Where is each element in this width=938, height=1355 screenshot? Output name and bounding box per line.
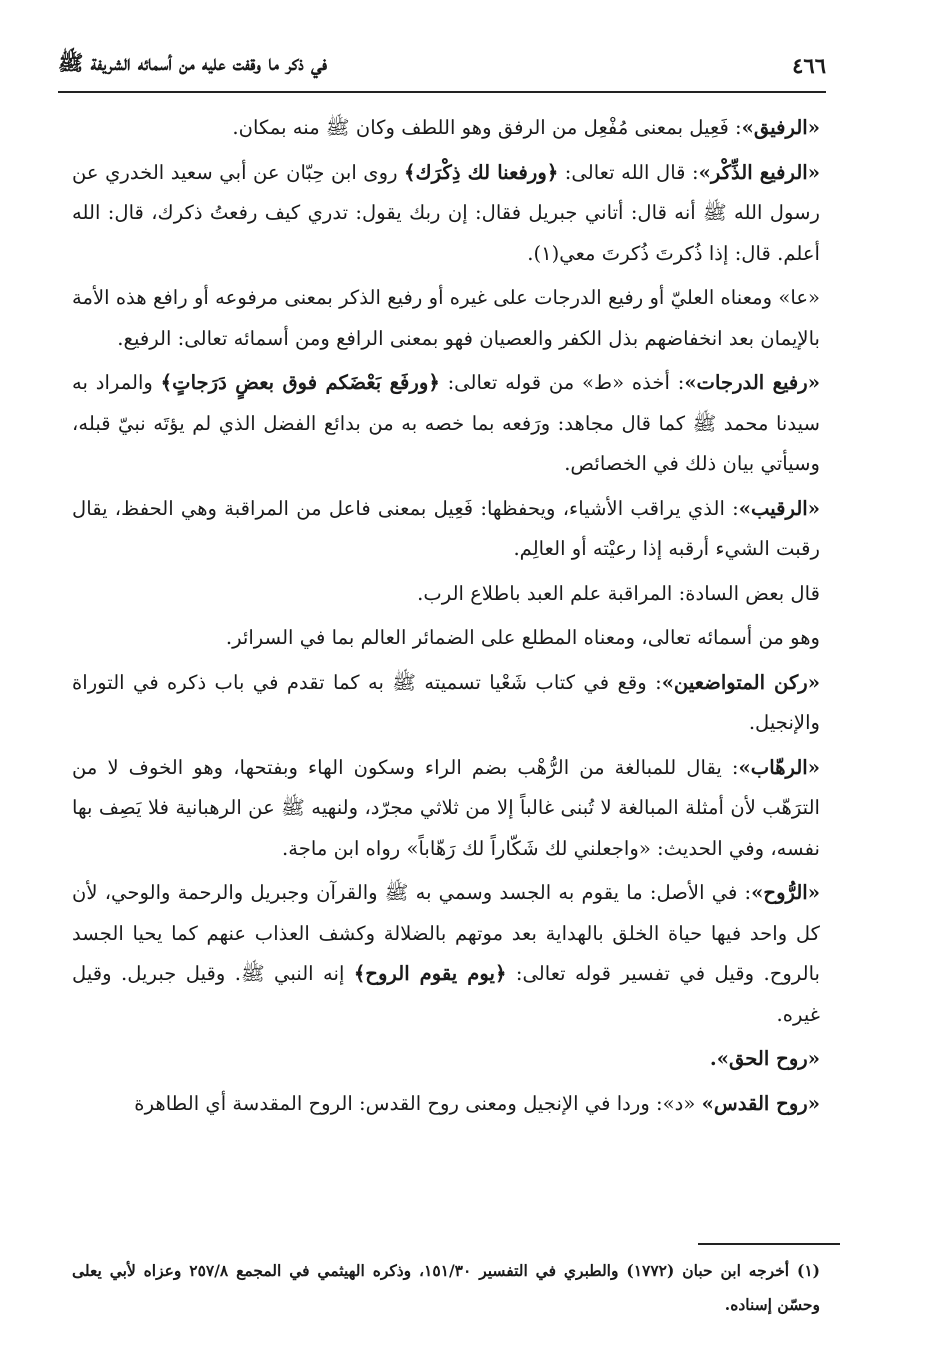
entry-text: : فَعِيل بمعنى مُفْعِل من الرفق وهو اللطف وكان ﷺ منه بمكان. [232, 116, 742, 139]
main-text [72, 108, 820, 1128]
page-header [58, 42, 826, 88]
entry-term: «الرهّاب» [738, 755, 820, 779]
paragraph [72, 1084, 820, 1125]
entry-term: «روح الحق». [709, 1047, 820, 1070]
paragraph [72, 108, 820, 149]
entry-text: روى ابن حِبّان عن أبي سعيد الخدري عن رسول الله ﷺ أنه قال: أتاني جبريل فقال: إن ربك يقول: تدري كيف رفعتُ ذكرك، قال: الله أعلم. قال: إذا ذُكرتَ ذُكرتَ معي(١). [72, 160, 820, 265]
entry-text: : يقال للمبالغة من الرُّهْب بضم الراء وسكون الهاء وبفتحها، وهو الخوف لا من الترَهّب لأن أمثلة المبالغة لا تُبنى غالباً إلا من ثلاثي مجرّد، ولنهيه ﷺ عن الرهبانية فلا يَصِف بها نفسه، وفي الحديث: «واجعلني لك شَكّاراً لك رَهّاباً» رواه ابن ماجة. [72, 755, 820, 860]
entry-text: وهو من أسمائه تعالى، ومعناه المطلع على الضمائر العالم بما في السرائر. [225, 626, 820, 649]
running-title: في ذكر ما وقفت عليه من أسمائه الشريفة ﷺ [58, 49, 328, 75]
entry-term: «رفيع الدرجات» [684, 371, 821, 394]
entry-text: : أخذه «ط» من قوله تعالى: [439, 371, 685, 394]
paragraph [72, 1039, 820, 1080]
paragraph [72, 873, 820, 1035]
entry-term: «الرقيب» [738, 496, 820, 520]
quran-quote: ﴿ورفعنا لك ذِكْرَك﴾ [404, 160, 559, 184]
paragraph [72, 748, 820, 870]
quran-quote: ﴿يوم يقوم الروح﴾ [353, 962, 507, 985]
paragraph [72, 153, 820, 275]
entry-text: : الذي يراقب الأشياء، ويحفظها: فَعِيل بمعنى فاعل من المراقبة وهي الحفظ، يقال رقبت الشيء أرقبه إذا رعيْته أو العالِم. [72, 496, 820, 560]
paragraph [72, 278, 820, 359]
header-rule [58, 91, 826, 93]
entry-text: : وقع في كتاب شَعْيا تسميته ﷺ به كما تقدم في باب ذكره في التوراة والإنجيل. [72, 670, 820, 734]
entry-text: : في الأصل: ما يقوم به الجسد وسمي به ﷺ والقرآن وجبريل والرحمة والوحي، لأن كل واحد فيها حياة الخلق بالهداية بعد موتهم بالضلالة وكشف العذاب عنهم كما يحيا الجسد بالروح. وقيل في تفسير قوله تعالى: [72, 881, 821, 985]
footnote-rule [698, 1243, 840, 1245]
entry-term: «روح القدس» [701, 1091, 820, 1115]
page-number: ٤٦٦ [792, 52, 826, 78]
paragraph [72, 489, 820, 570]
footnote: (١) أخرجه ابن حبان (١٧٧٢) والطبري في التفسير ١٥١/٣٠، وذكره الهيثمي في المجمع ٢٥٧/٨ وعزاه لأبي يعلى وحسّن إسناده. [72, 1261, 820, 1314]
entry-term: «الرفيق» [741, 116, 820, 139]
entry-text: : قال الله تعالى: [558, 160, 699, 184]
paragraph [72, 618, 820, 659]
entry-text: «عا» ومعناه العليّ أو رفيع الدرجات على غيره أو رفيع الذكر بمعنى مرفوعه أو رافع هذه الأمة بالإيمان بعد انخفاضهم بذل الكفر والعصيان فهو بمعنى الرافع ومن أسمائه تعالى: الرفيع. [72, 286, 820, 350]
quran-quote: ﴿ورفَع بَعْضَكم فوق بعضٍ دَرَجاتٍ﴾ [160, 371, 440, 394]
entry-term: «الرُّوح» [751, 881, 820, 904]
entry-text: قال بعض السادة: المراقبة علم العبد باطلاع الرب. [417, 581, 820, 605]
paragraph [72, 663, 820, 744]
entry-text: إنه النبي ﷺ. وقيل جبريل. وقيل غيره. [72, 962, 820, 1026]
entry-term: «ركن المتواضعين» [661, 670, 820, 694]
entry-text: «د»: وردا في الإنجيل ومعنى روح القدس: الروح المقدسة أي الطاهرة [134, 1091, 702, 1115]
paragraph [72, 574, 820, 615]
entry-term: «الرفيع الذِّكْر» [698, 160, 820, 184]
paragraph [72, 363, 820, 485]
entry-text: والمراد به سيدنا محمد ﷺ كما قال مجاهد: ورَفعه بما خصه به من بدائع الفضل الذي لم يؤتَه نبيّ قبله، وسيأتي بيان ذلك في الخصائص. [72, 371, 820, 475]
